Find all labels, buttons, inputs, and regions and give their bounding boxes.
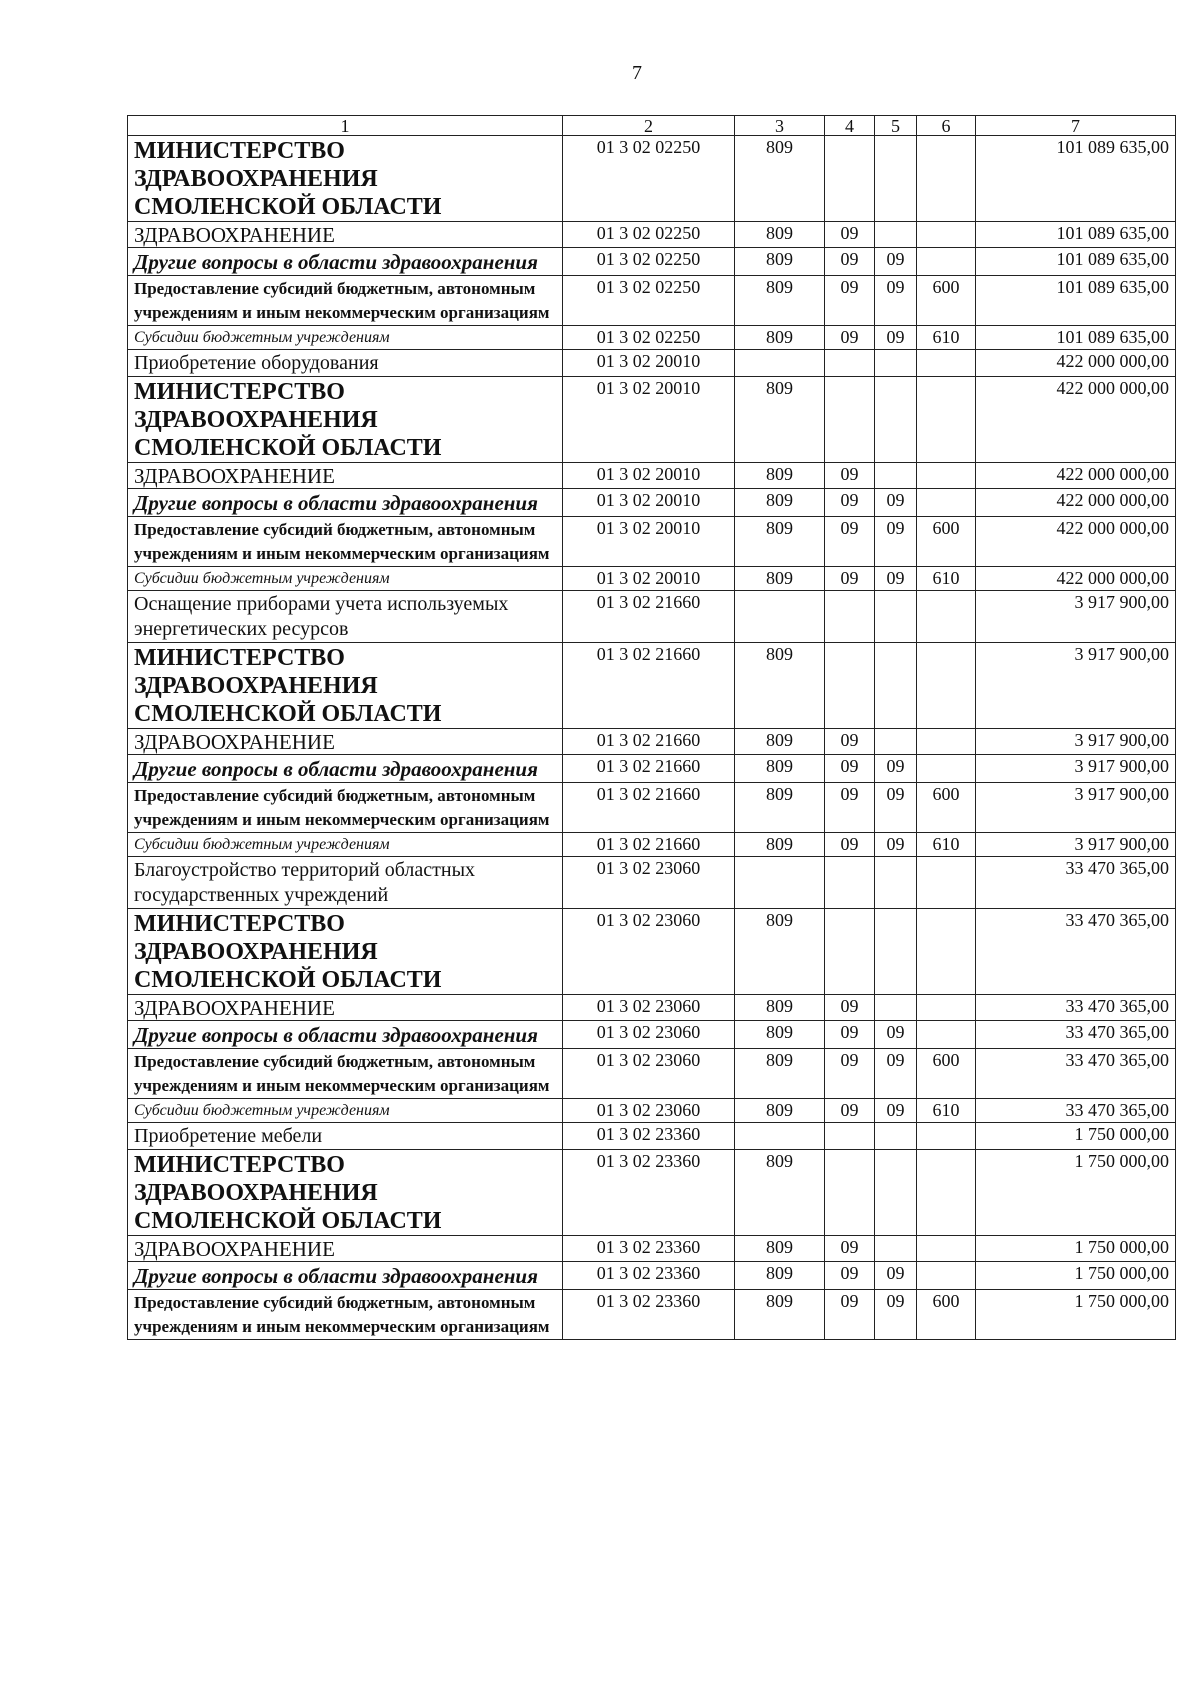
ministry-code-cell: 809 [735, 1049, 825, 1099]
expense-type-code-cell [917, 857, 976, 909]
target-code-cell: 01 3 02 02250 [563, 222, 735, 248]
subsection-code-cell [875, 909, 917, 995]
target-code-cell: 01 3 02 21660 [563, 783, 735, 833]
target-code-cell: 01 3 02 21660 [563, 755, 735, 783]
item-name-cell: Предоставление субсидий бюджетным, автономным учреждениям и иным некоммерческим организациям [128, 1049, 563, 1099]
subsection-code-cell [875, 995, 917, 1021]
expense-type-code-cell [917, 350, 976, 377]
target-code-cell: 01 3 02 23360 [563, 1123, 735, 1150]
expense-type-code-cell [917, 463, 976, 489]
subsection-code-cell [875, 463, 917, 489]
table-row [128, 857, 1176, 909]
table-row [128, 567, 1176, 591]
amount-cell: 101 089 635,00 [976, 326, 1176, 350]
table-row [128, 833, 1176, 857]
subsection-code-cell: 09 [875, 783, 917, 833]
expense-type-code-cell: 600 [917, 1290, 976, 1340]
target-code-cell: 01 3 02 20010 [563, 567, 735, 591]
target-code-cell: 01 3 02 21660 [563, 729, 735, 755]
subsection-code-cell [875, 591, 917, 643]
item-name-cell: Другие вопросы в области здравоохранения [128, 489, 563, 517]
target-code-cell: 01 3 02 20010 [563, 350, 735, 377]
amount-cell: 33 470 365,00 [976, 995, 1176, 1021]
item-name-cell: ЗДРАВООХРАНЕНИЕ [128, 222, 563, 248]
section-code-cell: 09 [825, 783, 875, 833]
item-name-cell: Другие вопросы в области здравоохранения [128, 248, 563, 276]
amount-cell: 422 000 000,00 [976, 377, 1176, 463]
target-code-cell: 01 3 02 20010 [563, 463, 735, 489]
section-code-cell: 09 [825, 517, 875, 567]
section-code-cell: 09 [825, 1262, 875, 1290]
expense-type-code-cell [917, 1262, 976, 1290]
table-row [128, 222, 1176, 248]
item-name-cell: ЗДРАВООХРАНЕНИЕ [128, 729, 563, 755]
ministry-code-cell: 809 [735, 136, 825, 222]
amount-cell: 3 917 900,00 [976, 643, 1176, 729]
ministry-code-cell [735, 591, 825, 643]
ministry-code-cell: 809 [735, 995, 825, 1021]
expense-type-code-cell [917, 222, 976, 248]
ministry-code-cell: 809 [735, 326, 825, 350]
amount-cell: 101 089 635,00 [976, 276, 1176, 326]
expense-type-code-cell [917, 729, 976, 755]
expense-type-code-cell: 600 [917, 783, 976, 833]
header-row [128, 116, 1176, 136]
target-code-cell: 01 3 02 23060 [563, 857, 735, 909]
table-row [128, 248, 1176, 276]
subsection-code-cell [875, 1236, 917, 1262]
table-row [128, 276, 1176, 326]
section-code-cell [825, 909, 875, 995]
item-name-cell: Приобретение мебели [128, 1123, 563, 1150]
target-code-cell: 01 3 02 23360 [563, 1236, 735, 1262]
table-row [128, 136, 1176, 222]
amount-cell: 3 917 900,00 [976, 833, 1176, 857]
amount-cell: 3 917 900,00 [976, 755, 1176, 783]
target-code-cell: 01 3 02 23060 [563, 995, 735, 1021]
item-name-cell: ЗДРАВООХРАНЕНИЕ [128, 1236, 563, 1262]
item-name-cell: Предоставление субсидий бюджетным, автономным учреждениям и иным некоммерческим организациям [128, 1290, 563, 1340]
item-name-cell: МИНИСТЕРСТВО ЗДРАВООХРАНЕНИЯ СМОЛЕНСКОЙ ОБЛАСТИ [128, 136, 563, 222]
subsection-code-cell: 09 [875, 489, 917, 517]
expense-type-code-cell: 610 [917, 326, 976, 350]
section-code-cell [825, 377, 875, 463]
ministry-code-cell [735, 1123, 825, 1150]
amount-cell: 33 470 365,00 [976, 1021, 1176, 1049]
expense-type-code-cell [917, 136, 976, 222]
target-code-cell: 01 3 02 23060 [563, 1021, 735, 1049]
expense-type-code-cell [917, 909, 976, 995]
page-number: 7 [632, 62, 642, 84]
subsection-code-cell [875, 643, 917, 729]
subsection-code-cell [875, 136, 917, 222]
section-code-cell: 09 [825, 489, 875, 517]
subsection-code-cell: 09 [875, 1021, 917, 1049]
amount-cell: 422 000 000,00 [976, 517, 1176, 567]
section-code-cell: 09 [825, 1236, 875, 1262]
ministry-code-cell: 809 [735, 833, 825, 857]
section-code-cell [825, 643, 875, 729]
section-code-cell: 09 [825, 276, 875, 326]
table-row [128, 1290, 1176, 1340]
item-name-cell: Другие вопросы в области здравоохранения [128, 1021, 563, 1049]
expense-type-code-cell: 600 [917, 1049, 976, 1099]
target-code-cell: 01 3 02 20010 [563, 377, 735, 463]
target-code-cell: 01 3 02 02250 [563, 276, 735, 326]
ministry-code-cell: 809 [735, 377, 825, 463]
section-code-cell: 09 [825, 326, 875, 350]
header-cell: 2 [563, 116, 735, 136]
subsection-code-cell [875, 222, 917, 248]
target-code-cell: 01 3 02 20010 [563, 517, 735, 567]
item-name-cell: МИНИСТЕРСТВО ЗДРАВООХРАНЕНИЯ СМОЛЕНСКОЙ ОБЛАСТИ [128, 1150, 563, 1236]
section-code-cell: 09 [825, 1049, 875, 1099]
table-row [128, 1150, 1176, 1236]
amount-cell: 422 000 000,00 [976, 350, 1176, 377]
header-cell: 7 [976, 116, 1176, 136]
amount-cell: 101 089 635,00 [976, 248, 1176, 276]
table-row [128, 517, 1176, 567]
target-code-cell: 01 3 02 20010 [563, 489, 735, 517]
section-code-cell: 09 [825, 755, 875, 783]
expense-type-code-cell [917, 489, 976, 517]
expense-type-code-cell: 610 [917, 567, 976, 591]
section-code-cell [825, 136, 875, 222]
target-code-cell: 01 3 02 02250 [563, 136, 735, 222]
amount-cell: 1 750 000,00 [976, 1236, 1176, 1262]
amount-cell: 3 917 900,00 [976, 783, 1176, 833]
section-code-cell: 09 [825, 833, 875, 857]
ministry-code-cell: 809 [735, 517, 825, 567]
header-cell: 4 [825, 116, 875, 136]
item-name-cell: МИНИСТЕРСТВО ЗДРАВООХРАНЕНИЯ СМОЛЕНСКОЙ ОБЛАСТИ [128, 909, 563, 995]
item-name-cell: Субсидии бюджетным учреждениям [128, 833, 563, 857]
ministry-code-cell: 809 [735, 1021, 825, 1049]
subsection-code-cell: 09 [875, 248, 917, 276]
table-row [128, 1123, 1176, 1150]
expense-type-code-cell [917, 1236, 976, 1262]
header-cell: 5 [875, 116, 917, 136]
section-code-cell [825, 591, 875, 643]
amount-cell: 33 470 365,00 [976, 909, 1176, 995]
section-code-cell [825, 1150, 875, 1236]
section-code-cell [825, 1123, 875, 1150]
ministry-code-cell: 809 [735, 729, 825, 755]
item-name-cell: Субсидии бюджетным учреждениям [128, 326, 563, 350]
table-row [128, 463, 1176, 489]
subsection-code-cell [875, 377, 917, 463]
subsection-code-cell: 09 [875, 1099, 917, 1123]
item-name-cell: ЗДРАВООХРАНЕНИЕ [128, 463, 563, 489]
subsection-code-cell [875, 1150, 917, 1236]
expense-type-code-cell: 600 [917, 517, 976, 567]
header-cell: 3 [735, 116, 825, 136]
section-code-cell: 09 [825, 1099, 875, 1123]
amount-cell: 33 470 365,00 [976, 857, 1176, 909]
header-cell: 1 [128, 116, 563, 136]
item-name-cell: Субсидии бюджетным учреждениям [128, 1099, 563, 1123]
item-name-cell: Предоставление субсидий бюджетным, автономным учреждениям и иным некоммерческим организациям [128, 276, 563, 326]
section-code-cell: 09 [825, 463, 875, 489]
subsection-code-cell: 09 [875, 567, 917, 591]
target-code-cell: 01 3 02 23060 [563, 1099, 735, 1123]
amount-cell: 422 000 000,00 [976, 463, 1176, 489]
expense-type-code-cell [917, 248, 976, 276]
expense-type-code-cell [917, 1123, 976, 1150]
expense-type-code-cell [917, 377, 976, 463]
item-name-cell: Другие вопросы в области здравоохранения [128, 755, 563, 783]
subsection-code-cell: 09 [875, 1290, 917, 1340]
section-code-cell: 09 [825, 995, 875, 1021]
expense-type-code-cell [917, 1150, 976, 1236]
ministry-code-cell: 809 [735, 783, 825, 833]
expense-type-code-cell [917, 995, 976, 1021]
section-code-cell: 09 [825, 1021, 875, 1049]
target-code-cell: 01 3 02 21660 [563, 833, 735, 857]
amount-cell: 33 470 365,00 [976, 1049, 1176, 1099]
subsection-code-cell [875, 729, 917, 755]
target-code-cell: 01 3 02 21660 [563, 643, 735, 729]
amount-cell: 422 000 000,00 [976, 567, 1176, 591]
target-code-cell: 01 3 02 02250 [563, 326, 735, 350]
item-name-cell: МИНИСТЕРСТВО ЗДРАВООХРАНЕНИЯ СМОЛЕНСКОЙ ОБЛАСТИ [128, 377, 563, 463]
ministry-code-cell: 809 [735, 1262, 825, 1290]
table-row [128, 909, 1176, 995]
subsection-code-cell [875, 857, 917, 909]
subsection-code-cell: 09 [875, 1049, 917, 1099]
amount-cell: 101 089 635,00 [976, 136, 1176, 222]
ministry-code-cell: 809 [735, 489, 825, 517]
table-row [128, 643, 1176, 729]
table-row [128, 1021, 1176, 1049]
target-code-cell: 01 3 02 23360 [563, 1150, 735, 1236]
section-code-cell [825, 350, 875, 377]
ministry-code-cell: 809 [735, 909, 825, 995]
table-row [128, 1099, 1176, 1123]
section-code-cell: 09 [825, 222, 875, 248]
ministry-code-cell: 809 [735, 567, 825, 591]
subsection-code-cell: 09 [875, 755, 917, 783]
amount-cell: 33 470 365,00 [976, 1099, 1176, 1123]
subsection-code-cell: 09 [875, 276, 917, 326]
amount-cell: 1 750 000,00 [976, 1290, 1176, 1340]
target-code-cell: 01 3 02 21660 [563, 591, 735, 643]
table-row [128, 489, 1176, 517]
amount-cell: 1 750 000,00 [976, 1150, 1176, 1236]
budget-table [127, 115, 1176, 1340]
expense-type-code-cell: 600 [917, 276, 976, 326]
target-code-cell: 01 3 02 23360 [563, 1262, 735, 1290]
item-name-cell: МИНИСТЕРСТВО ЗДРАВООХРАНЕНИЯ СМОЛЕНСКОЙ ОБЛАСТИ [128, 643, 563, 729]
ministry-code-cell: 809 [735, 463, 825, 489]
item-name-cell: Другие вопросы в области здравоохранения [128, 1262, 563, 1290]
table-row [128, 995, 1176, 1021]
expense-type-code-cell [917, 755, 976, 783]
section-code-cell: 09 [825, 729, 875, 755]
ministry-code-cell: 809 [735, 643, 825, 729]
expense-type-code-cell [917, 591, 976, 643]
target-code-cell: 01 3 02 02250 [563, 248, 735, 276]
section-code-cell: 09 [825, 567, 875, 591]
item-name-cell: Оснащение приборами учета используемых энергетических ресурсов [128, 591, 563, 643]
table-row [128, 755, 1176, 783]
ministry-code-cell: 809 [735, 222, 825, 248]
subsection-code-cell: 09 [875, 326, 917, 350]
item-name-cell: ЗДРАВООХРАНЕНИЕ [128, 995, 563, 1021]
subsection-code-cell [875, 350, 917, 377]
subsection-code-cell: 09 [875, 833, 917, 857]
ministry-code-cell: 809 [735, 1150, 825, 1236]
table-row [128, 1049, 1176, 1099]
amount-cell: 3 917 900,00 [976, 591, 1176, 643]
table-row [128, 326, 1176, 350]
table-row [128, 377, 1176, 463]
header-cell: 6 [917, 116, 976, 136]
ministry-code-cell: 809 [735, 1099, 825, 1123]
table-row [128, 729, 1176, 755]
table-row [128, 783, 1176, 833]
table-row [128, 1236, 1176, 1262]
section-code-cell: 09 [825, 1290, 875, 1340]
ministry-code-cell: 809 [735, 1290, 825, 1340]
item-name-cell: Субсидии бюджетным учреждениям [128, 567, 563, 591]
ministry-code-cell: 809 [735, 1236, 825, 1262]
item-name-cell: Предоставление субсидий бюджетным, автономным учреждениям и иным некоммерческим организациям [128, 517, 563, 567]
amount-cell: 1 750 000,00 [976, 1262, 1176, 1290]
subsection-code-cell: 09 [875, 1262, 917, 1290]
section-code-cell [825, 857, 875, 909]
amount-cell: 101 089 635,00 [976, 222, 1176, 248]
target-code-cell: 01 3 02 23060 [563, 909, 735, 995]
item-name-cell: Благоустройство территорий областных государственных учреждений [128, 857, 563, 909]
expense-type-code-cell [917, 643, 976, 729]
target-code-cell: 01 3 02 23060 [563, 1049, 735, 1099]
ministry-code-cell [735, 350, 825, 377]
item-name-cell: Предоставление субсидий бюджетным, автономным учреждениям и иным некоммерческим организациям [128, 783, 563, 833]
ministry-code-cell: 809 [735, 248, 825, 276]
table-row [128, 350, 1176, 377]
expense-type-code-cell [917, 1021, 976, 1049]
subsection-code-cell: 09 [875, 517, 917, 567]
amount-cell: 1 750 000,00 [976, 1123, 1176, 1150]
table-row [128, 1262, 1176, 1290]
table-row [128, 591, 1176, 643]
item-name-cell: Приобретение оборудования [128, 350, 563, 377]
expense-type-code-cell: 610 [917, 1099, 976, 1123]
amount-cell: 422 000 000,00 [976, 489, 1176, 517]
subsection-code-cell [875, 1123, 917, 1150]
target-code-cell: 01 3 02 23360 [563, 1290, 735, 1340]
ministry-code-cell [735, 857, 825, 909]
ministry-code-cell: 809 [735, 755, 825, 783]
expense-type-code-cell: 610 [917, 833, 976, 857]
ministry-code-cell: 809 [735, 276, 825, 326]
amount-cell: 3 917 900,00 [976, 729, 1176, 755]
section-code-cell: 09 [825, 248, 875, 276]
